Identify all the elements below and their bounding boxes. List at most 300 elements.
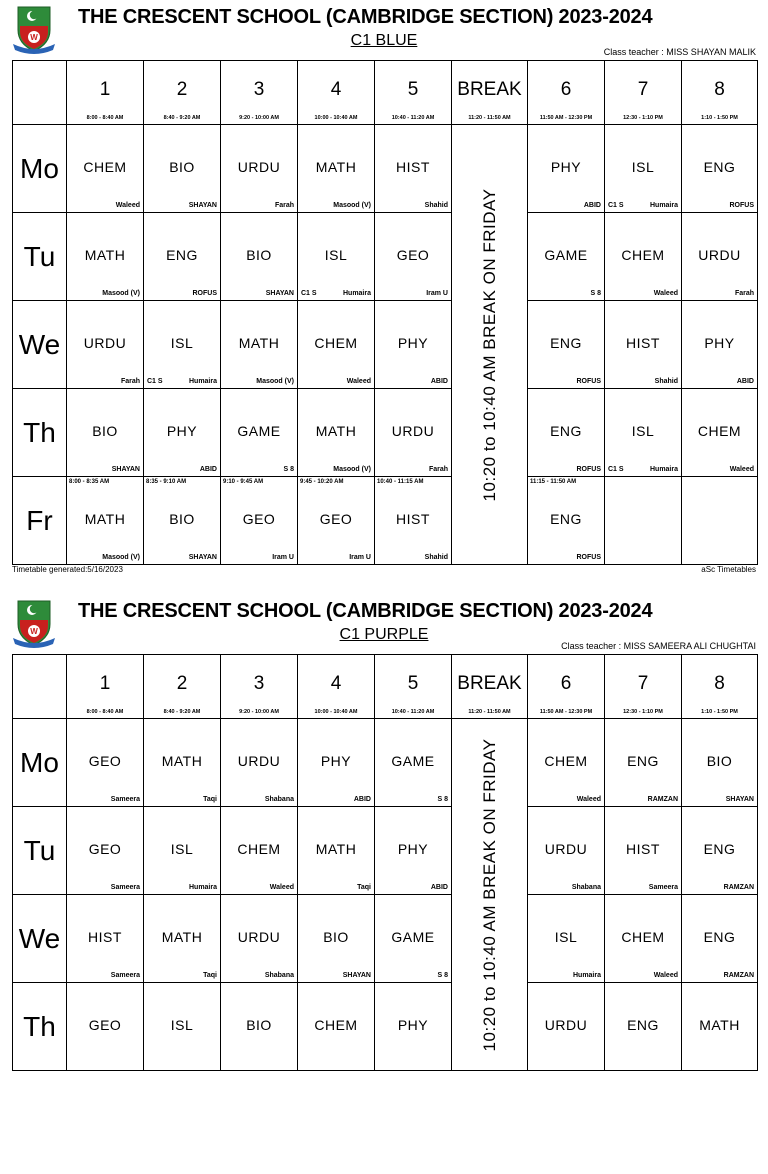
period-number: BREAK [457,673,522,694]
teacher-label: Waleed [653,972,678,979]
lesson-cell [221,719,298,807]
subject-label: ENG [166,247,198,263]
period-header [144,61,221,125]
lesson-cell [67,477,144,565]
period-header [528,61,605,125]
lesson-cell [298,213,375,301]
subject-label: PHY [397,841,429,857]
subject-label: GEO [88,841,122,857]
teacher-label: ABID [583,202,601,209]
subject-label: URDU [237,753,281,769]
lesson-cell [375,389,452,477]
subject-label: GEO [242,511,276,527]
subject-label: URDU [391,423,435,439]
teacher-label: Shabana [571,884,601,891]
lesson-cell [375,895,452,983]
subject-label: BIO [92,423,118,439]
day-row [13,983,758,1071]
class-teacher: Class teacher : MISS SAMEERA ALI CHUGHTAI [561,641,756,651]
lesson-cell [682,389,758,477]
lesson-cell [605,301,682,389]
lesson-cell [144,477,221,565]
lesson-cell [67,719,144,807]
subject-label: PHY [320,753,352,769]
timetable-sheet [0,594,768,1174]
period-header [221,61,298,125]
period-time: 10:40 - 11:20 AM [391,709,435,715]
teacher-label: Humaira [188,378,217,385]
day-label: Fr [13,477,67,565]
subject-label: ENG [550,423,582,439]
subject-label: MATH [315,159,357,175]
cell-time: 10:40 - 11:15 AM [377,479,424,485]
lesson-cell [67,125,144,213]
period-header [375,655,452,719]
cell-time: 9:10 - 9:45 AM [223,479,264,485]
lesson-cell [375,807,452,895]
subject-label: GAME [391,753,435,769]
subject-label: PHY [550,159,582,175]
subject-label: MATH [161,929,203,945]
lesson-cell [298,125,375,213]
lesson-cell [528,125,605,213]
subject-label: PHY [166,423,198,439]
lesson-cell [221,125,298,213]
subject-label: ISL [170,335,194,351]
class-name: C1 PURPLE [339,626,429,643]
lesson-cell [221,213,298,301]
subject-label: BIO [169,511,195,527]
period-number: 1 [99,79,111,100]
footer-brand: aSc Timetables [701,565,756,574]
subject-label: MATH [84,511,126,527]
subject-label: MATH [161,753,203,769]
teacher-label: SHAYAN [188,554,217,561]
subject-label: BIO [246,247,272,263]
period-number: BREAK [457,79,522,100]
teacher-label: Humaira [649,466,678,473]
period-number: 4 [330,79,342,100]
subject-label: ISL [631,423,655,439]
subject-label: ENG [627,753,659,769]
break-column [452,719,528,1071]
timetable-grid [12,60,758,565]
period-header [67,655,144,719]
period-number: 3 [253,79,265,100]
subject-label: ISL [631,159,655,175]
subject-label: CHEM [314,335,358,351]
day-row [13,477,758,565]
subject-label: HIST [626,841,660,857]
subject-label: CHEM [621,929,665,945]
lesson-cell [298,301,375,389]
period-time: 9:20 - 10:00 AM [239,709,279,715]
lesson-cell [528,983,605,1071]
teacher-label: Sameera [110,884,140,891]
period-time: 1:10 - 1:50 PM [701,709,738,715]
day-row [13,301,758,389]
teacher-label: RAMZAN [647,796,678,803]
lesson-cell [144,213,221,301]
subject-label: HIST [88,929,122,945]
lesson-cell [298,895,375,983]
subject-label: CHEM [621,247,665,263]
teacher-label: Taqi [357,884,371,891]
teacher-label: Masood (V) [333,466,371,473]
teacher-label: RAMZAN [723,884,754,891]
teacher-label: SHAYAN [725,796,754,803]
subject-label: MATH [699,1017,740,1033]
period-number: 5 [407,79,419,100]
lesson-cell [221,301,298,389]
teacher-label: Humaira [572,972,601,979]
subject-label: URDU [544,1017,588,1033]
teacher-label: Farah [120,378,140,385]
period-header [605,61,682,125]
day-row [13,895,758,983]
period-time: 8:40 - 9:20 AM [163,115,201,121]
lesson-cell [682,213,758,301]
teacher-label: Waleed [653,290,678,297]
teacher-label: ABID [736,378,754,385]
subject-label: CHEM [697,423,742,439]
subject-label: ISL [554,929,578,945]
lesson-cell [144,895,221,983]
period-time: 10:00 - 10:40 AM [314,115,358,121]
period-number: 3 [253,673,265,694]
teacher-label: ABID [430,378,448,385]
period-number: 5 [407,673,419,694]
period-header [144,655,221,719]
lesson-cell [298,719,375,807]
teacher-label: Iram U [349,554,371,561]
teacher-label: S 8 [590,290,601,297]
day-row [13,719,758,807]
period-time: 12:30 - 1:10 PM [623,709,663,715]
cell-time: 8:00 - 8:35 AM [69,479,110,485]
period-header-row [13,655,758,719]
period-number: 1 [99,673,111,694]
teacher-label: Farah [428,466,448,473]
teacher-label: ROFUS [576,378,601,385]
teacher-label: ROFUS [192,290,217,297]
lesson-cell [528,895,605,983]
teacher-label: Humaira [649,202,678,209]
day-label: We [13,301,67,389]
day-label: Mo [13,719,67,807]
day-label: Th [13,983,67,1071]
period-time: 8:00 - 8:40 AM [86,709,124,715]
period-header [298,655,375,719]
period-header [528,655,605,719]
teacher-label: RAMZAN [723,972,754,979]
lesson-cell [67,895,144,983]
subject-label: BIO [323,929,349,945]
subject-label: PHY [397,335,429,351]
cell-time: 11:15 - 11:50 AM [530,479,577,485]
period-number: 8 [714,673,725,694]
subject-label: MATH [238,335,280,351]
group-label: C1 S [608,202,624,209]
lesson-cell [605,389,682,477]
subject-label: PHY [397,1017,429,1033]
period-number: 8 [714,79,725,100]
subject-label: URDU [83,335,127,351]
lesson-cell [682,719,758,807]
subject-label: CHEM [237,841,281,857]
teacher-label: SHAYAN [342,972,371,979]
lesson-cell [605,125,682,213]
teacher-label: Shabana [264,796,294,803]
class-name: C1 BLUE [350,32,418,49]
group-label: C1 S [608,466,624,473]
header-corner [13,655,67,719]
lesson-cell [605,719,682,807]
lesson-cell [605,477,682,565]
lesson-cell [605,895,682,983]
subject-label: URDU [544,841,588,857]
lesson-cell [67,807,144,895]
teacher-label: Sameera [110,972,140,979]
subject-label: GAME [544,247,588,263]
day-row [13,389,758,477]
subject-label: ENG [703,841,736,857]
period-time: 11:50 AM - 12:30 PM [539,115,593,121]
subject-label: URDU [698,247,741,263]
svg-text:W: W [30,627,38,636]
teacher-label: Waleed [115,202,140,209]
lesson-cell [605,983,682,1071]
lesson-cell [528,389,605,477]
period-header [605,655,682,719]
subject-label: GEO [396,247,430,263]
lesson-cell [682,125,758,213]
lesson-cell [682,895,758,983]
lesson-cell [67,389,144,477]
subject-label: ISL [170,841,194,857]
period-time: 9:20 - 10:00 AM [239,115,279,121]
lesson-cell [528,213,605,301]
school-title: THE CRESCENT SCHOOL (CAMBRIDGE SECTION) 2023-2024 [78,6,653,28]
subject-label: MATH [315,423,357,439]
teacher-label: S 8 [437,796,448,803]
subject-label: HIST [396,511,430,527]
subject-label: GAME [237,423,281,439]
subject-label: HIST [626,335,660,351]
teacher-label: Shahid [654,378,678,385]
period-number: 6 [560,673,572,694]
cell-time: 8:35 - 9:10 AM [146,479,187,485]
break-note: 10:20 to 10:40 AM BREAK ON FRIDAY [479,738,499,1051]
lesson-cell [298,477,375,565]
lesson-cell [375,719,452,807]
teacher-label: SHAYAN [188,202,217,209]
period-number: 7 [637,673,649,694]
subject-label: GAME [391,929,435,945]
subject-label: ISL [324,247,348,263]
subject-label: URDU [237,159,281,175]
subject-label: ENG [703,159,736,175]
cell-time: 9:45 - 10:20 AM [300,479,344,485]
teacher-label: Sameera [648,884,678,891]
timetable-grid [12,654,758,1071]
teacher-label: Shabana [264,972,294,979]
teacher-label: Waleed [269,884,294,891]
period-header [682,61,758,125]
teacher-label: Farah [734,290,754,297]
lesson-cell [144,125,221,213]
day-row [13,125,758,213]
subject-label: MATH [84,247,126,263]
header-corner [13,61,67,125]
lesson-cell [375,301,452,389]
break-note: 10:20 to 10:40 AM BREAK ON FRIDAY [479,188,499,501]
lesson-cell [682,477,758,565]
subject-label: ENG [703,929,736,945]
break-header [452,655,528,719]
period-number: 7 [637,79,649,100]
period-time: 10:00 - 10:40 AM [314,709,358,715]
subject-label: GEO [88,1017,122,1033]
subject-label: HIST [396,159,430,175]
period-time: 12:30 - 1:10 PM [623,115,663,121]
period-number: 6 [560,79,572,100]
teacher-label: Humaira [342,290,371,297]
period-time: 10:40 - 11:20 AM [391,115,435,121]
lesson-cell [67,983,144,1071]
day-label: Mo [13,125,67,213]
day-label: We [13,895,67,983]
subject-label: URDU [237,929,281,945]
subject-label: GEO [319,511,353,527]
lesson-cell [375,213,452,301]
lesson-cell [528,477,605,565]
lesson-cell [528,301,605,389]
subject-label: BIO [169,159,195,175]
lesson-cell [67,213,144,301]
school-title: THE CRESCENT SCHOOL (CAMBRIDGE SECTION) 2023-2024 [78,600,653,622]
teacher-label: Iram U [426,290,448,297]
lesson-cell [221,895,298,983]
teacher-label: ROFUS [576,466,601,473]
day-row [13,213,758,301]
svg-text:W: W [30,33,38,42]
period-time: 11:20 - 11:50 AM [468,115,511,121]
lesson-cell [221,477,298,565]
lesson-cell [528,807,605,895]
teacher-label: Waleed [729,466,754,473]
teacher-label: Waleed [576,796,601,803]
lesson-cell [298,807,375,895]
subject-label: MATH [315,841,357,857]
subject-label: BIO [706,753,733,769]
lesson-cell [144,719,221,807]
subject-label: ENG [550,511,582,527]
teacher-label: Masood (V) [102,554,140,561]
teacher-label: S 8 [283,466,294,473]
lesson-cell [375,983,452,1071]
teacher-label: ABID [353,796,371,803]
period-header-row [13,61,758,125]
lesson-cell [298,389,375,477]
subject-label: BIO [246,1017,272,1033]
lesson-cell [528,719,605,807]
teacher-label: SHAYAN [265,290,294,297]
teacher-label: SHAYAN [111,466,140,473]
period-header [221,655,298,719]
day-row [13,807,758,895]
lesson-cell [682,983,758,1071]
period-header [682,655,758,719]
lesson-cell [221,389,298,477]
subject-label: ISL [170,1017,194,1033]
period-number: 2 [176,673,188,694]
class-teacher: Class teacher : MISS SHAYAN MALIK [603,47,756,57]
period-header [67,61,144,125]
teacher-label: ABID [199,466,217,473]
teacher-label: Shahid [424,554,448,561]
lesson-cell [298,983,375,1071]
period-header [375,61,452,125]
subject-label: CHEM [314,1017,358,1033]
lesson-cell [144,807,221,895]
teacher-label: Taqi [203,796,217,803]
subject-label: ENG [550,335,582,351]
teacher-label: ROFUS [576,554,601,561]
teacher-label: Masood (V) [256,378,294,385]
teacher-label: Masood (V) [102,290,140,297]
lesson-cell [144,983,221,1071]
period-number: 2 [176,79,188,100]
day-label: Tu [13,213,67,301]
group-label: C1 S [147,378,163,385]
timetable-sheet [0,0,768,580]
lesson-cell [221,983,298,1071]
break-header [452,61,528,125]
period-time: 8:40 - 9:20 AM [163,709,201,715]
lesson-cell [144,301,221,389]
teacher-label: Sameera [110,796,140,803]
lesson-cell [144,389,221,477]
teacher-label: Shahid [424,202,448,209]
period-time: 1:10 - 1:50 PM [701,115,738,121]
subject-label: CHEM [83,159,127,175]
day-label: Th [13,389,67,477]
subject-label: PHY [704,335,735,351]
lesson-cell [375,125,452,213]
teacher-label: Iram U [272,554,294,561]
teacher-label: Farah [274,202,294,209]
lesson-cell [682,807,758,895]
period-time: 8:00 - 8:40 AM [86,115,124,121]
group-label: C1 S [301,290,317,297]
break-column [452,125,528,565]
teacher-label: Waleed [346,378,371,385]
teacher-label: S 8 [437,972,448,979]
lesson-cell [67,301,144,389]
lesson-cell [605,807,682,895]
day-label: Tu [13,807,67,895]
period-time: 11:50 AM - 12:30 PM [539,709,593,715]
teacher-label: Masood (V) [333,202,371,209]
lesson-cell [682,301,758,389]
footer-generated: Timetable generated:5/16/2023 [12,565,123,574]
period-time: 11:20 - 11:50 AM [468,709,511,715]
period-number: 4 [330,673,342,694]
lesson-cell [605,213,682,301]
teacher-label: ROFUS [729,202,754,209]
lesson-cell [221,807,298,895]
